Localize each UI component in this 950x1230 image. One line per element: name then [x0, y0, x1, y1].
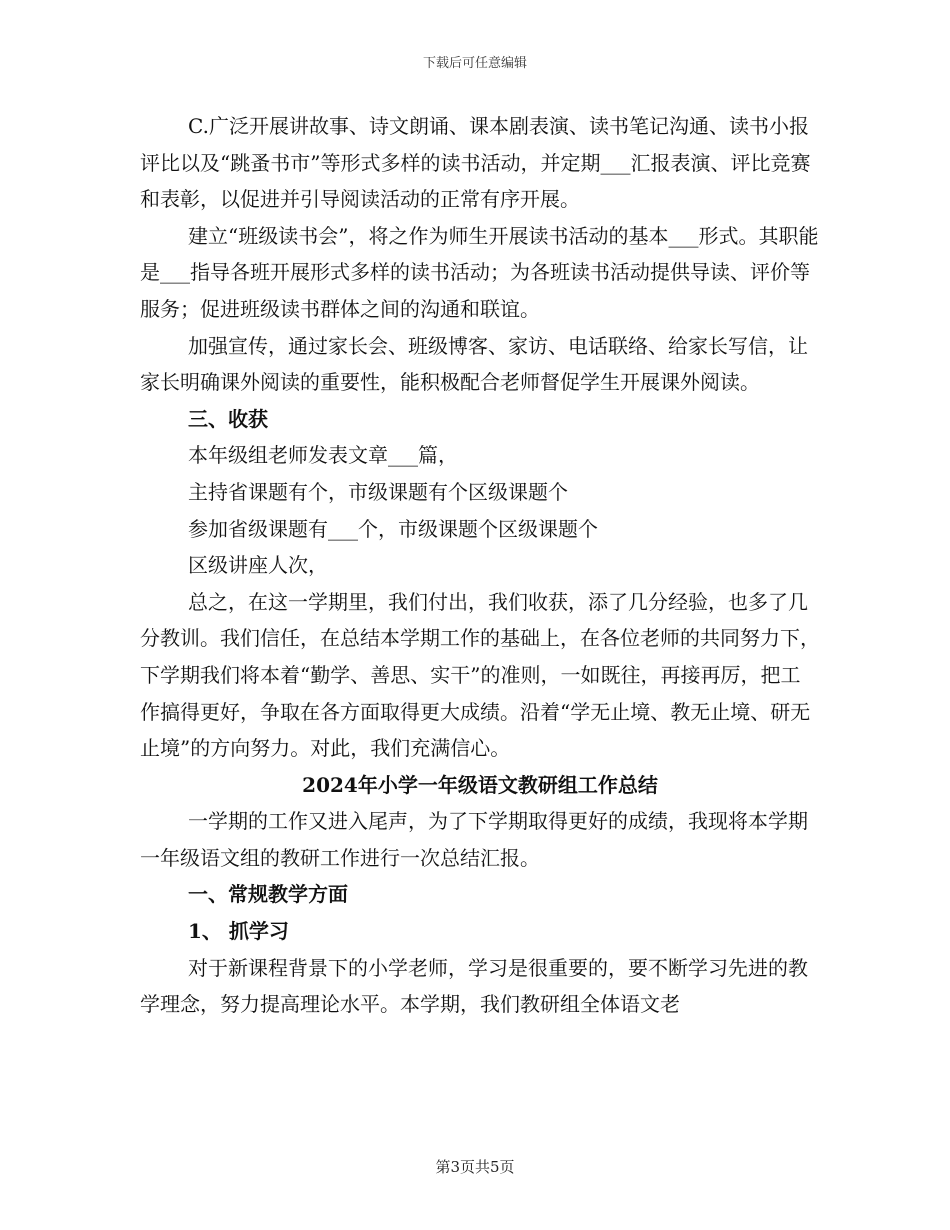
page-footer-number: 第3页共5页	[435, 1158, 515, 1176]
harvest-line-host-projects: 主持省课题有个，市级课题有个区级课题个	[188, 479, 568, 504]
harvest-line-join-projects: 参加省级课题有___个，市级课题个区级课题个	[188, 516, 598, 541]
paragraph-introduction: 一学期的工作又进入尾声，为了下学期取得更好的成绩，我现将本学期一年级语文组的教研工作进行一次总结汇报。	[140, 809, 808, 870]
subsection-heading-study: 1、 抓学习	[188, 919, 289, 944]
paragraph-class-reading-club: 建立“班级读书会”，将之作为师生开展读书活动的基本___形式。其职能是___指导各班开展形式多样的读书活动；为各班读书活动提供导读、评价等服务；促进班级读书群体之间的沟通和联谊。	[140, 223, 819, 321]
section-heading-harvest: 三、收获	[188, 406, 268, 431]
harvest-line-lectures: 区级讲座人次，	[188, 553, 328, 578]
paragraph-publicity: 加强宣传，通过家长会、班级博客、家访、电话联络、给家长写信，让家长明确课外阅读的重要性，能积极配合老师督促学生开展课外阅读。	[140, 333, 808, 395]
section-heading-routine-teaching: 一、常规教学方面	[188, 882, 348, 907]
harvest-line-articles: 本年级组老师发表文章___篇，	[188, 443, 458, 468]
document-body	[140, 108, 820, 1023]
paragraph-reading-activities: C.广泛开展讲故事、诗文朗诵、课本剧表演、读书笔记沟通、读书小报评比以及“跳蚤书市”等形式多样的读书活动，并定期___汇报表演、评比竞赛和表彰，以促进并引导阅读活动的正常有序开展。	[140, 114, 811, 212]
paragraph-conclusion: 总之，在这一学期里，我们付出，我们收获，添了几分经验，也多了几分教训。我们信任，在总结本学期工作的基础上，在各位老师的共同努力下，下学期我们将本着“勤学、善思、实干”的准则，一如既往，再接再厉，把工作搞得更好，争取在各方面取得更大成绩。沿着“学无止境、教无止境、研无止境”的方向努力。对此，我们充满信心。	[140, 589, 820, 761]
paragraph-study: 对于新课程背景下的小学老师，学习是很重要的，要不断学习先进的教学理念，努力提高理论水平。本学期，我们教研组全体语文老	[140, 955, 808, 1017]
page-header-note: 下载后可任意编辑	[422, 56, 527, 71]
document-title: 2024年小学一年级语文教研组工作总结	[302, 772, 658, 797]
